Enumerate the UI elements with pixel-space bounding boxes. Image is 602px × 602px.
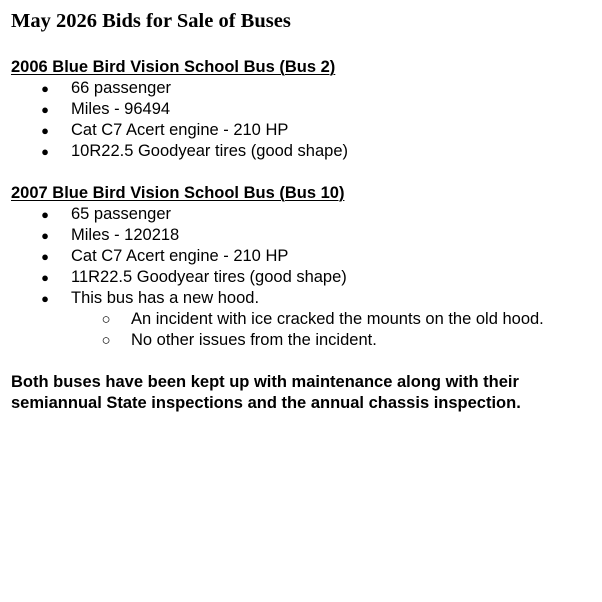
summary-line: semiannual State inspections and the annual chassis inspection. — [11, 394, 521, 412]
list-item — [11, 99, 596, 120]
list-item — [11, 78, 596, 99]
hollow-bullet-icon: ○ — [101, 332, 111, 349]
bullet-icon: ● — [41, 123, 49, 138]
document-title: May 2026 Bids for Sale of Buses — [11, 10, 291, 32]
spacer — [11, 162, 596, 183]
sub-list-item-text: An incident with ice cracked the mounts on the old hood. — [131, 310, 544, 328]
spacer — [11, 33, 596, 57]
list-item-text: Cat C7 Acert engine - 210 HP — [71, 121, 289, 139]
list-item-text: 10R22.5 Goodyear tires (good shape) — [71, 142, 349, 160]
section-heading-bus-2: 2006 Blue Bird Vision School Bus (Bus 2) — [11, 58, 336, 76]
sub-list-item-text: No other issues from the incident. — [131, 331, 377, 349]
list-item — [11, 267, 596, 288]
sub-list-item — [11, 330, 596, 351]
list-item — [11, 288, 596, 309]
bus-2-details-list — [11, 78, 596, 162]
bullet-icon: ● — [41, 228, 49, 243]
hollow-bullet-icon: ○ — [101, 311, 111, 328]
bullet-icon: ● — [41, 102, 49, 117]
list-item-text: Cat C7 Acert engine - 210 HP — [71, 247, 289, 265]
list-item-text: Miles - 120218 — [71, 226, 180, 244]
bus-10-details-list — [11, 204, 596, 351]
list-item — [11, 204, 596, 225]
list-item-text: 65 passenger — [71, 205, 171, 223]
list-item — [11, 120, 596, 141]
spacer — [11, 351, 596, 372]
list-item-text: 66 passenger — [71, 79, 171, 97]
bullet-icon: ● — [41, 249, 49, 264]
section-heading-bus-10: 2007 Blue Bird Vision School Bus (Bus 10) — [11, 184, 345, 202]
bullet-icon: ● — [41, 144, 49, 159]
summary-line: Both buses have been kept up with maintenance along with their — [11, 373, 519, 391]
list-item-text: This bus has a new hood. — [71, 289, 260, 307]
bus-10-section — [11, 183, 596, 351]
document-page — [11, 9, 596, 414]
list-item — [11, 141, 596, 162]
list-item — [11, 246, 596, 267]
bullet-icon: ● — [41, 207, 49, 222]
maintenance-summary — [11, 372, 596, 414]
list-item — [11, 225, 596, 246]
bus-2-section — [11, 57, 596, 162]
list-item-text: Miles - 96494 — [71, 100, 171, 118]
list-item-text: 11R22.5 Goodyear tires (good shape) — [71, 268, 347, 286]
bullet-icon: ● — [41, 291, 49, 306]
sub-list-item — [11, 309, 596, 330]
bullet-icon: ● — [41, 81, 49, 96]
bullet-icon: ● — [41, 270, 49, 285]
